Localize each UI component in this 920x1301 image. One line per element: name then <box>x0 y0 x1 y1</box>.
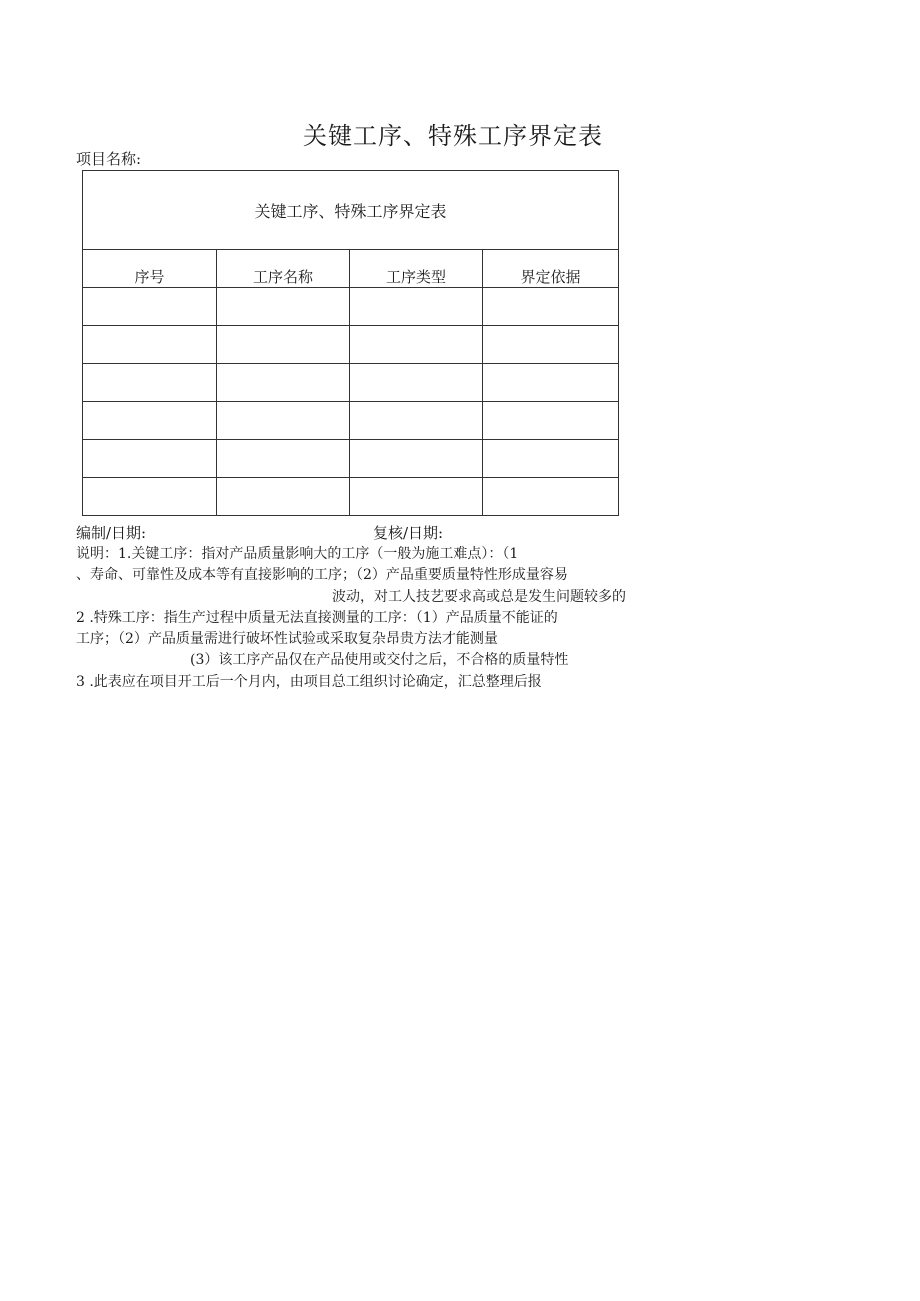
table-cell[interactable] <box>83 364 217 402</box>
table-cell[interactable] <box>83 478 217 516</box>
table-title: 关键工序、特殊工序界定表 <box>83 171 619 250</box>
note-line: 、寿命、可靠性及成本等有直接影响的工序；（2）产品重要质量特性形成量容易 <box>76 567 568 584</box>
table-cell[interactable] <box>217 440 350 478</box>
table-row <box>83 402 619 440</box>
table-cell[interactable] <box>217 326 350 364</box>
note-line: 工序；（2）产品质量需进行破坏性试验或采取复杂昂贵方法才能测量 <box>76 631 498 648</box>
table-cell[interactable] <box>483 402 619 440</box>
header-serial-number: 序号 <box>83 250 217 288</box>
header-process-name: 工序名称 <box>217 250 350 288</box>
table-cell[interactable] <box>217 364 350 402</box>
table-cell[interactable] <box>350 440 483 478</box>
note-line: 说明：1.关键工序：指对产品质量影响大的工序（一般为施工难点）：（1 <box>76 546 519 562</box>
note-line: (3）该工序产品仅在产品使用或交付之后，不合格的质量特性 <box>190 652 569 669</box>
table-cell[interactable] <box>217 402 350 440</box>
prepared-by-date-label: 编制/日期: <box>76 524 147 542</box>
table-cell[interactable] <box>483 364 619 402</box>
process-definition-table <box>82 170 619 516</box>
header-process-type: 工序类型 <box>350 250 483 288</box>
table-cell[interactable] <box>350 326 483 364</box>
note-line: 2 .特殊工序：指生产过程中质量无法直接测量的工序：（1）产品质量不能证的 <box>76 609 558 626</box>
note-line: 波动，对工人技艺要求高或总是发生问题较多的 <box>332 588 626 605</box>
header-definition-basis: 界定依据 <box>483 250 619 288</box>
table-cell[interactable] <box>350 402 483 440</box>
table-cell[interactable] <box>83 326 217 364</box>
table-cell[interactable] <box>483 326 619 364</box>
table-title-row <box>83 171 619 250</box>
document-title: 关键工序、特殊工序界定表 <box>303 122 603 150</box>
table-cell[interactable] <box>217 288 350 326</box>
table-row <box>83 364 619 402</box>
table-cell[interactable] <box>83 440 217 478</box>
table-cell[interactable] <box>350 478 483 516</box>
table-cell[interactable] <box>483 440 619 478</box>
table-header-row <box>83 250 619 288</box>
table-cell[interactable] <box>350 288 483 326</box>
table-cell[interactable] <box>83 402 217 440</box>
reviewed-by-date-label: 复核/日期: <box>373 524 444 542</box>
table-cell[interactable] <box>483 478 619 516</box>
table-cell[interactable] <box>217 478 350 516</box>
table-cell[interactable] <box>83 288 217 326</box>
table-row <box>83 440 619 478</box>
table-cell[interactable] <box>350 364 483 402</box>
project-name-label: 项目名称: <box>76 150 142 168</box>
note-line: 3 .此表应在项目开工后一个月内，由项目总工组织讨论确定，汇总整理后报 <box>76 673 542 690</box>
table-row <box>83 288 619 326</box>
table-row <box>83 326 619 364</box>
table-cell[interactable] <box>483 288 619 326</box>
notes-section <box>76 544 628 693</box>
table-row <box>83 478 619 516</box>
